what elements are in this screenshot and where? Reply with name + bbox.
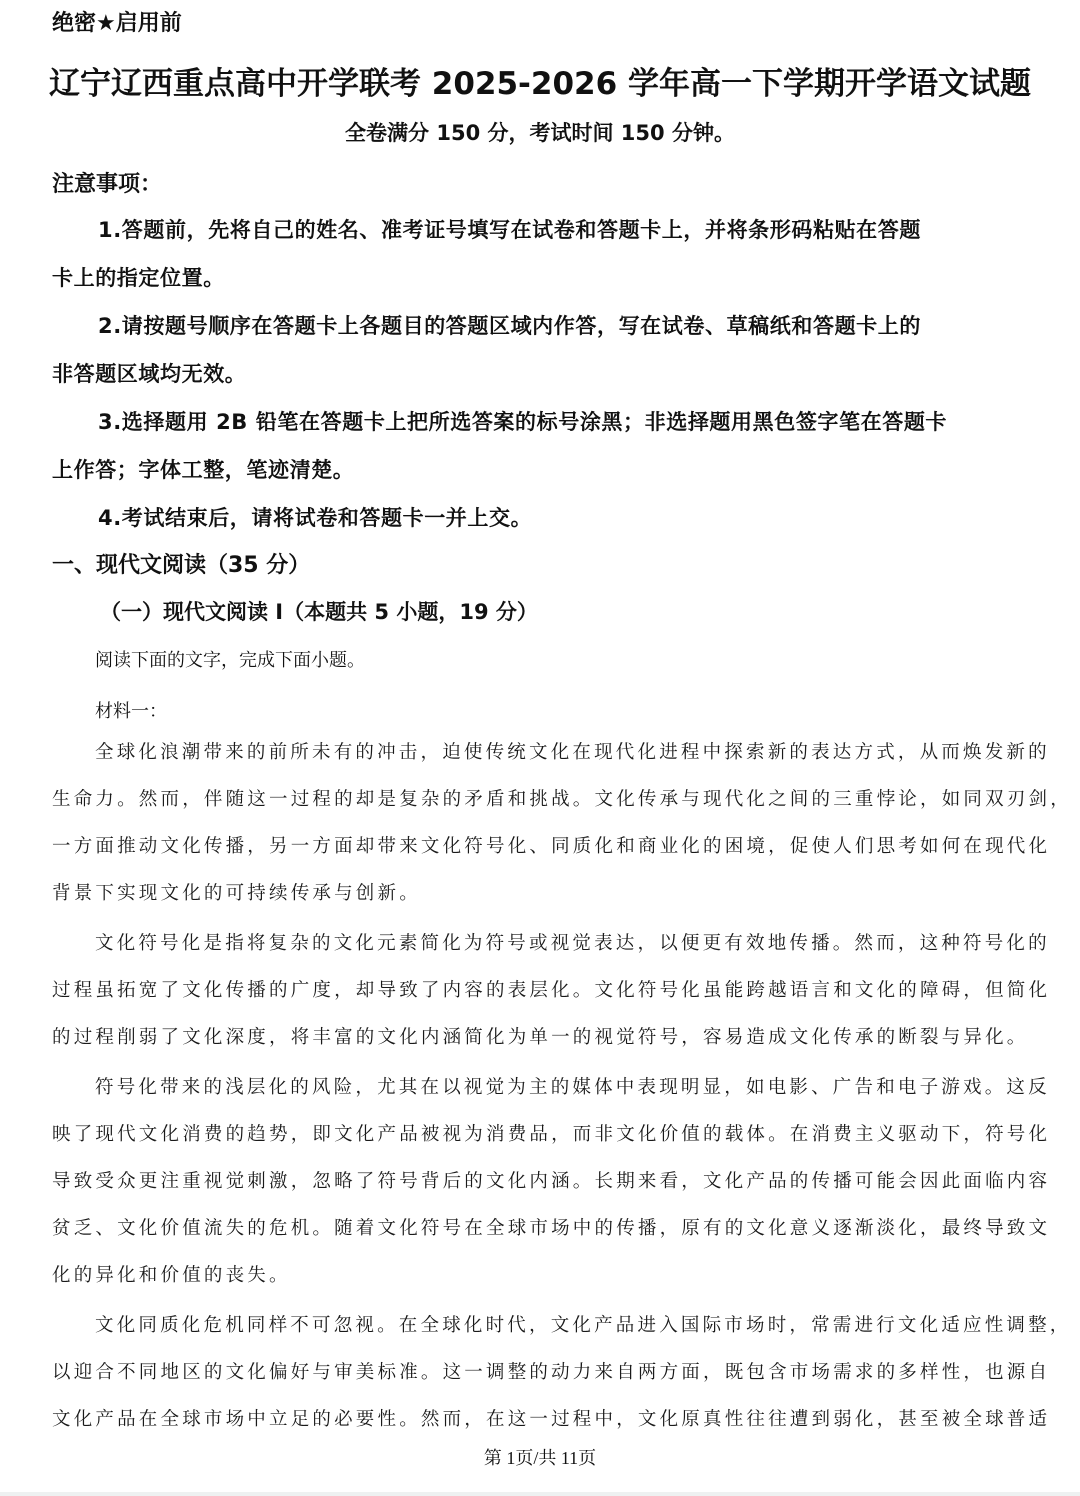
exam-subtitle: 全卷满分 150 分，考试时间 150 分钟。 (345, 121, 735, 145)
notice-line: 2.请按题号顺序在答题卡上各题目的答题区域内作答，写在试卷、草稿纸和答题卡上的 (98, 314, 921, 338)
notice-heading: 注意事项： (52, 172, 163, 197)
subsection-heading: （一）现代文阅读 I（本题共 5 小题，19 分） (100, 600, 538, 624)
passage-line: 映了现代文化消费的趋势，即文化产品被视为消费品，而非文化价值的载体。在消费主义驱动下，符号化 (52, 1124, 1051, 1145)
material-label: 材料一： (95, 701, 167, 722)
notice-line: 3.选择题用 2B 铅笔在答题卡上把所选答案的标号涂黑；非选择题用黑色签字笔在答题卡 (98, 410, 948, 434)
passage-line: 文化产品在全球市场中立足的必要性。然而，在这一过程中，文化原真性往往遭到弱化，甚至被全球普适 (52, 1409, 1051, 1430)
page-indicator: 第 1页/共 11页 (483, 1448, 597, 1468)
passage-line: 的过程削弱了文化深度，将丰富的文化内涵简化为单一的视觉符号，容易造成文化传承的断裂与异化。 (52, 1027, 1029, 1048)
passage-line: 以迎合不同地区的文化偏好与审美标准。这一调整的动力来自两方面，既包含市场需求的多样性，也源自 (52, 1362, 1051, 1383)
notice-line: 上作答；字体工整，笔迹清楚。 (52, 458, 355, 482)
passage-line: 背景下实现文化的可持续传承与创新。 (52, 883, 421, 904)
passage-line: 化的异化和价值的丧失。 (52, 1265, 291, 1286)
notice-line: 非答题区域均无效。 (52, 362, 247, 386)
passage-line: 文化符号化是指将复杂的文化元素简化为符号或视觉表达，以便更有效地传播。然而，这种符号化的 (95, 933, 1050, 954)
passage-line: 过程虽拓宽了文化传播的广度，却导致了内容的表层化。文化符号化虽能跨越语言和文化的障碍，但简化 (52, 980, 1051, 1001)
notice-line: 1.答题前，先将自己的姓名、准考证号填写在试卷和答题卡上，并将条形码粘贴在答题 (98, 218, 921, 242)
notice-line: 4.考试结束后，请将试卷和答题卡一并上交。 (98, 506, 533, 530)
passage-line: 符号化带来的浅层化的风险，尤其在以视觉为主的媒体中表现明显，如电影、广告和电子游戏。这反 (95, 1077, 1050, 1098)
notice-line: 卡上的指定位置。 (52, 266, 225, 290)
section-heading: 一、现代文阅读（35 分） (52, 553, 311, 578)
passage-line: 生命力。然而，伴随这一过程的却是复杂的矛盾和挑战。文化传承与现代化之间的三重悖论，如同双刃剑， (52, 789, 1072, 810)
passage-line: 贫乏、文化价值流失的危机。随着文化符号在全球市场中的传播，原有的文化意义逐渐淡化，最终导致文 (52, 1218, 1051, 1239)
passage-line: 文化同质化危机同样不可忽视。在全球化时代，文化产品进入国际市场时，常需进行文化适应性调整， (95, 1315, 1072, 1336)
exam-title: 辽宁辽西重点高中开学联考 2025-2026 学年高一下学期开学语文试题 (48, 66, 1031, 102)
reading-instruction: 阅读下面的文字，完成下面小题。 (95, 650, 365, 671)
bottom-edge (0, 1492, 1080, 1496)
passage-line: 全球化浪潮带来的前所未有的冲击，迫使传统文化在现代化进程中探索新的表达方式，从而焕发新的 (95, 742, 1050, 763)
passage-line: 导致受众更注重视觉刺激，忽略了符号背后的文化内涵。长期来看，文化产品的传播可能会因此面临内容 (52, 1171, 1051, 1192)
confidential-label: 绝密★启用前 (52, 11, 182, 36)
passage-line: 一方面推动文化传播，另一方面却带来文化符号化、同质化和商业化的困境，促使人们思考如何在现代化 (52, 836, 1051, 857)
